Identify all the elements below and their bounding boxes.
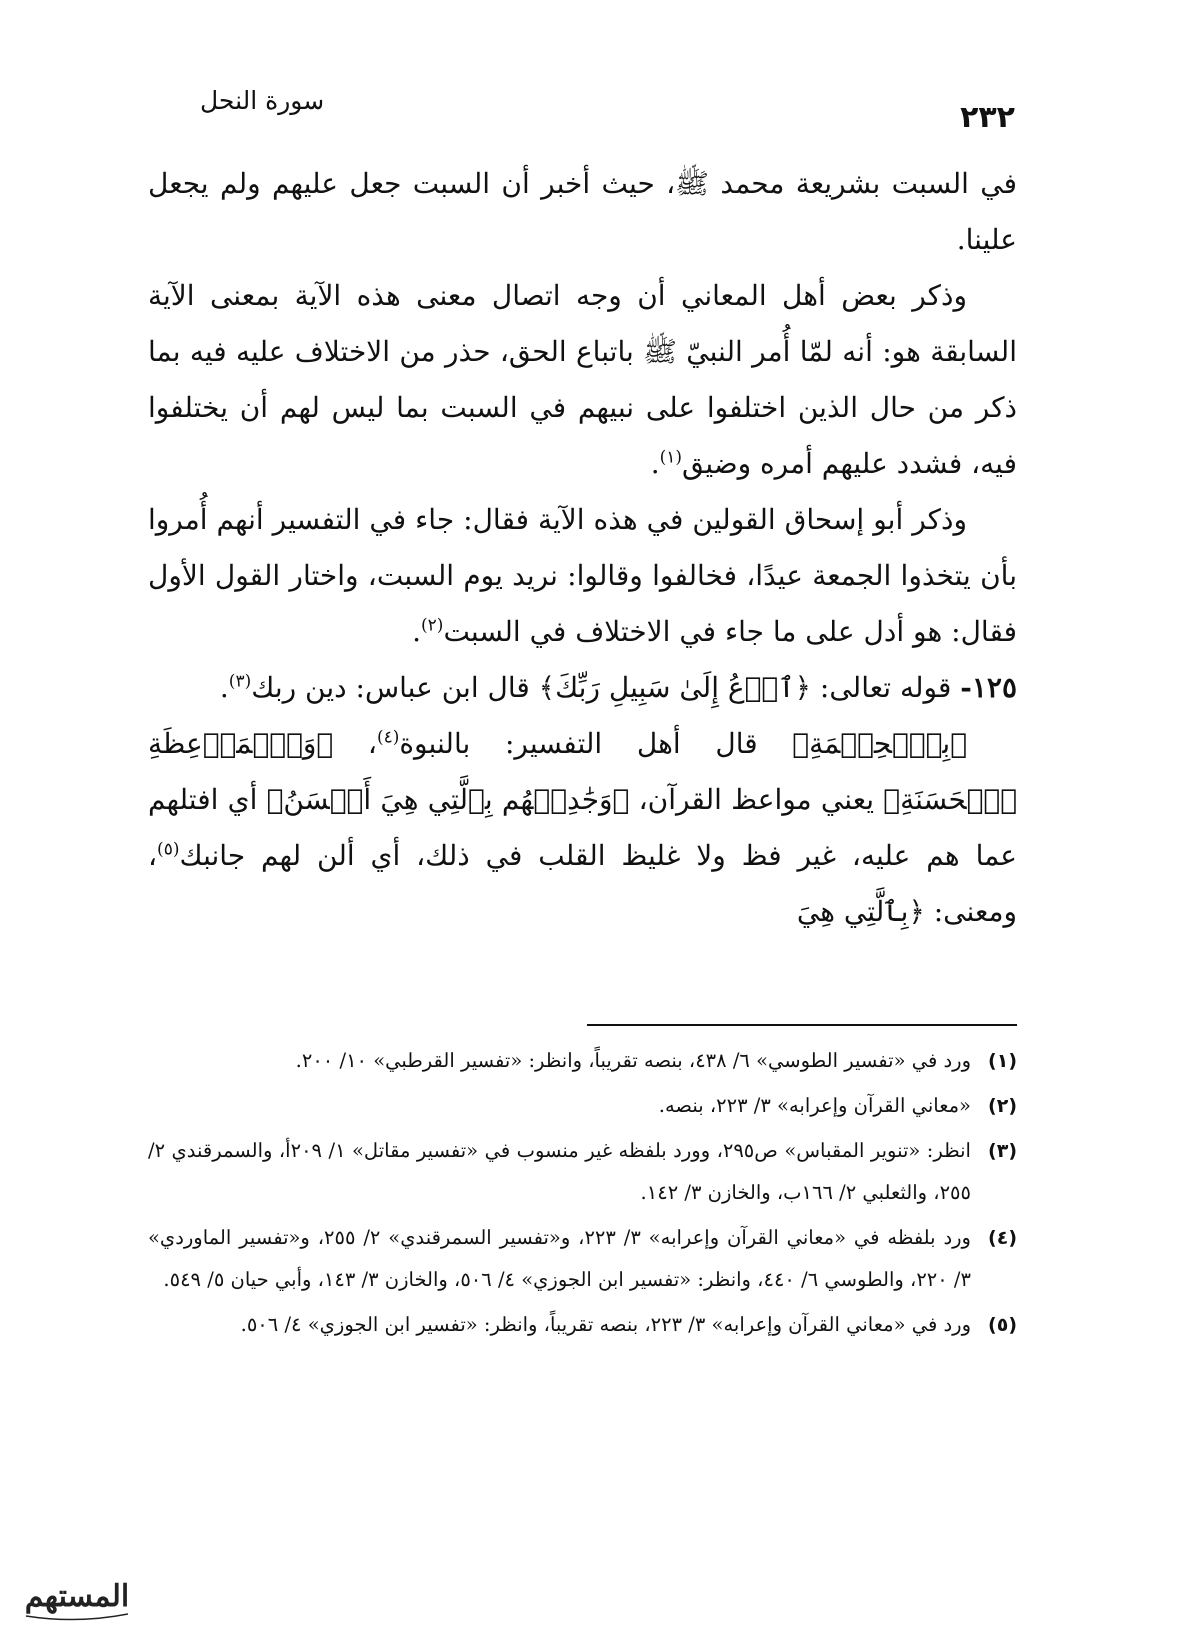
footnote-item [148,1085,1017,1127]
footnote-item [148,1040,1017,1082]
surah-name: سورة النحل [200,86,325,115]
footnote-text: ورد في «معاني القرآن وإعرابه» ٣/ ٢٢٣، بنصه تقريباً، وانظر: «تفسير ابن الجوزي» ٤/ ٥٠٦. [240,1313,971,1336]
footnote-number: (٢) [988,1095,1017,1117]
footnote-number: (٣) [988,1140,1017,1162]
paragraph-5 [148,716,1017,940]
verse-number: ١٢٥- [960,671,1017,704]
paragraph-3 [148,492,1017,660]
footnote-divider [587,1024,1017,1026]
footnote-item [148,1217,1017,1301]
footnote-ref-3: (٣) [228,671,252,692]
paragraph-2-text: وذكر بعض أهل المعاني أن وجه اتصال معنى هذه الآية بمعنى الآية السابقة هو: أنه لمّا أُمر النبيّ ﷺ باتباع الحق، حذر من الاختلاف عليه فيه بما ذكر من حال الذين اختلفوا على نبيهم في السبت بما ليس لهم أن يختلفوا فيه، فشدد عليهم أمره وضيق [148,279,1017,480]
paragraph-5-part-a: ﴿بِٱلۡحِكۡمَةِ﴾ قال أهل التفسير: بالنبوة [399,727,967,760]
footnote-text: ورد في «تفسير الطوسي» ٦/ ٤٣٨، بنصه تقريباً، وانظر: «تفسير القرطبي» ١٠/ ٢٠٠. [295,1049,971,1072]
footnote-item [148,1304,1017,1346]
seal-flourish [26,1614,128,1620]
paragraph-3-text: وذكر أبو إسحاق القولين في هذه الآية فقال: جاء في التفسير أنهم أُمروا بأن يتخذوا الجمعة عيدًا، فخالفوا وقالوا: نريد يوم السبت، واختار القول الأول فقال: هو أدل على ما جاء في الاختلاف في السبت [148,503,1017,648]
footnote-text: «معاني القرآن وإعرابه» ٣/ ٢٢٣، بنصه. [658,1094,971,1117]
footnote-text: انظر: «تنوير المقباس» ص٢٩٥، وورد بلفظه غير منسوب في «تفسير مقاتل» ١/ ٢٠٩أ، والسمرقندي ٢/ ٢٥٥، والثعلبي ٢/ ١٦٦ب، والخازن ٣/ ١٤٢. [148,1139,971,1204]
page-number: ٢٣٢ [960,100,1015,135]
footnotes [148,1040,1017,1349]
main-text [148,156,1017,940]
paragraph-2 [148,268,1017,492]
paragraph-3-end: . [412,615,422,648]
paragraph-4 [148,660,1017,716]
paragraph-4-end: . [219,671,229,704]
footnote-ref-1: (١) [659,447,683,468]
footnote-number: (٤) [988,1227,1017,1249]
paragraph-1: في السبت بشريعة محمد ﷺ، حيث أخبر أن السبت جعل عليهم ولم يجعل علينا. [148,167,1017,256]
footnote-ref-4: (٤) [376,727,400,748]
paragraph-5-part-b: ، ﴿وَٱلۡمَوۡعِظَةِ ٱلۡحَسَنَةِ﴾ يعني مواعظ القرآن، ﴿وَجَٰدِلۡهُم بِٱلَّتِي هِيَ أَحۡسَنُ﴾ أي افتلهم عما هم عليه، غير فظ ولا غليظ القلب في ذلك، أي ألن لهم جانبك [148,727,1017,872]
footnote-number: (١) [988,1050,1017,1072]
footnote-item [148,1130,1017,1214]
footnote-number: (٥) [988,1314,1017,1336]
paragraph-5-part-c: ، ومعنى: ﴿بِٱلَّتِي هِيَ [148,839,1017,928]
paragraph-2-end: . [650,447,660,480]
seal-lettering: المستهم [24,1579,130,1614]
paragraph-4-text: قوله تعالى: ﴿ٱدۡعُ إِلَىٰ سَبِيلِ رَبِّكَ﴾ قال ابن عباس: دين ربك [251,671,961,704]
footnote-ref-5: (٥) [157,839,180,860]
footnote-ref-2: (٢) [421,615,444,636]
footnote-text: ورد بلفظه في «معاني القرآن وإعرابه» ٣/ ٢٢٣، و«تفسير السمرقندي» ٢/ ٢٥٥، و«تفسير الماوردي» ٣/ ٢٢٠، والطوسي ٦/ ٤٤٠، وانظر: «تفسير ابن الجوزي» ٤/ ٥٠٦، والخازن ٣/ ١٤٣، وأبي حيان ٥/ ٥٤٩. [148,1226,971,1291]
page-header [150,86,1015,136]
publisher-seal-logo [18,1566,136,1628]
